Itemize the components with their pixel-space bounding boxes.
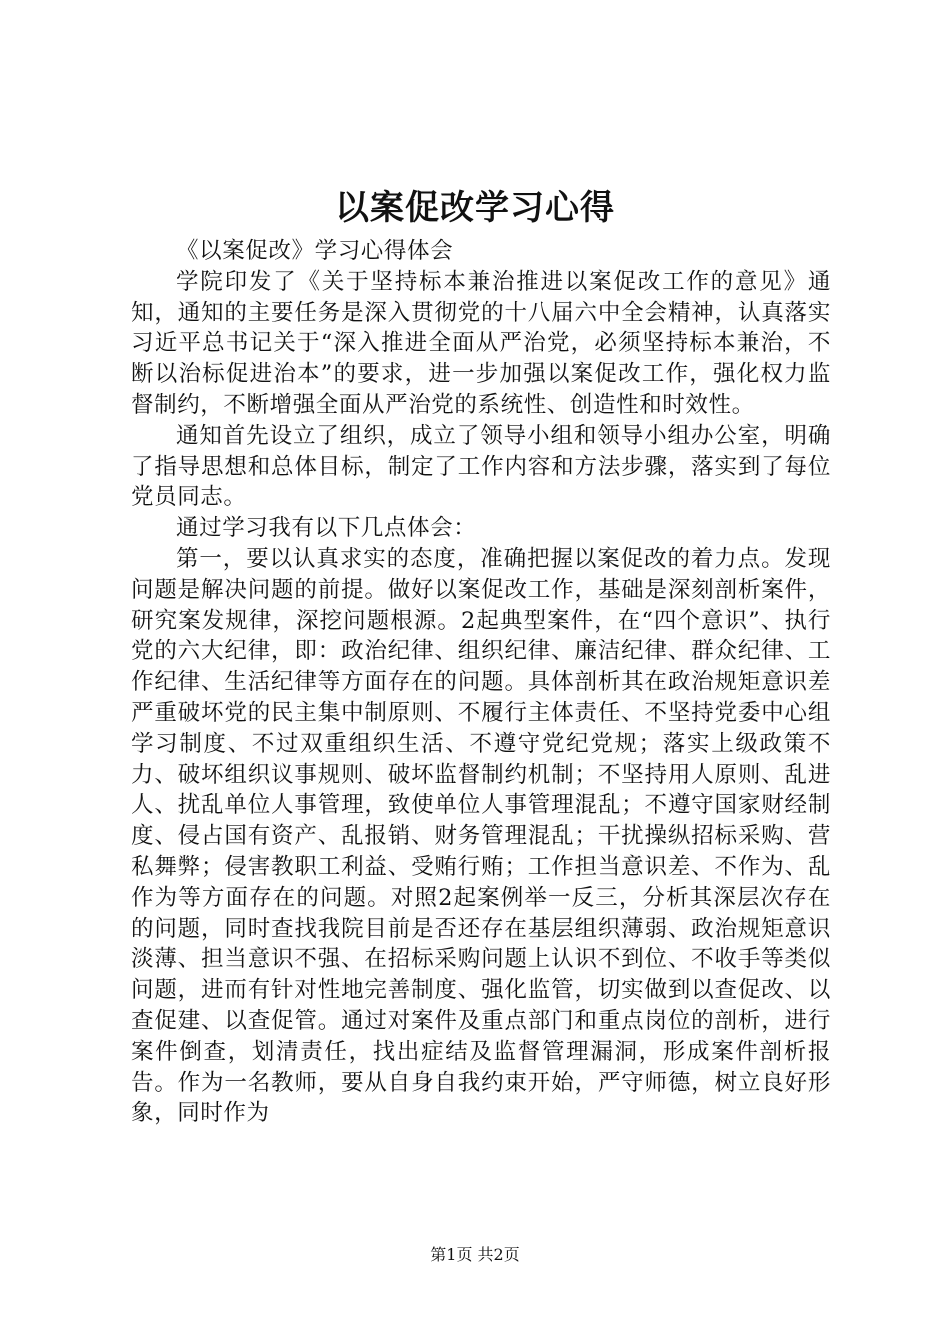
subtitle-paragraph: 《以案促改》学习心得体会 xyxy=(176,238,454,264)
document-body xyxy=(131,236,831,1129)
page-footer: 第1页 共2页 xyxy=(430,1245,520,1264)
body-paragraph: 通过学习我有以下几点体会： xyxy=(176,515,477,542)
body-paragraph: 学院印发了《关于坚持标本兼治推进以案促改工作的意见》通知，通知的主要任务是深入贯彻党的十八届六中全会精神，认真落实习近平总书记关于“深入推进全面从严治党，必须坚持标本兼治，不断以治标促进治本”的要求，进一步加强以案促改工作，强化权力监督制约，不断增强全面从严治党的系统性、创造性和时效性。 xyxy=(131,268,831,418)
document-title: 以案促改学习心得 xyxy=(335,188,615,228)
body-paragraph: 通知首先设立了组织，成立了领导小组和领导小组办公室，明确了指导思想和总体目标，制定了工作内容和方法步骤，落实到了每位党员同志。 xyxy=(131,422,831,511)
body-paragraph: 第一，要以认真求实的态度，准确把握以案促改的着力点。发现问题是解决问题的前提。做好以案促改工作，基础是深刻剖析案件，研究案发规律，深挖问题根源。2起典型案件，在“四个意识”、执行党的六大纪律，即：政治纪律、组织纪律、廉洁纪律、群众纪律、工作纪律、生活纪律等方面存在的问题。具体剖析其在政治规矩意识差严重破坏党的民主集中制原则、不履行主体责任、不坚持党委中心组学习制度、不过双重组织生活、不遵守党纪党规；落实上级政策不力、破坏组织议事规则、破坏监督制约机制；不坚持用人原则、乱进人、扰乱单位人事管理，致使单位人事管理混乱；不遵守国家财经制度、侵占国有资产、乱报销、财务管理混乱；干扰操纵招标采购、营私舞弊；侵害教职工利益、受贿行贿；工作担当意识差、不作为、乱作为等方面存在的问题。对照2起案例举一反三，分析其深层次存在的问题，同时查找我院目前是否还存在基层组织薄弱、政治规矩意识淡薄、担当意识不强、在招标采购问题上认识不到位、不收手等类似问题，进而有针对性地完善制度、强化监管，切实做到以查促改、以查促建、以查促管。通过对案件及重点部门和重点岗位的剖析，进行案件倒查，划清责任，找出症结及监督管理漏洞，形成案件剖析报告。作为一名教师，要从自身自我约束开始，严守师德，树立良好形象，同时作为 xyxy=(131,545,831,1127)
